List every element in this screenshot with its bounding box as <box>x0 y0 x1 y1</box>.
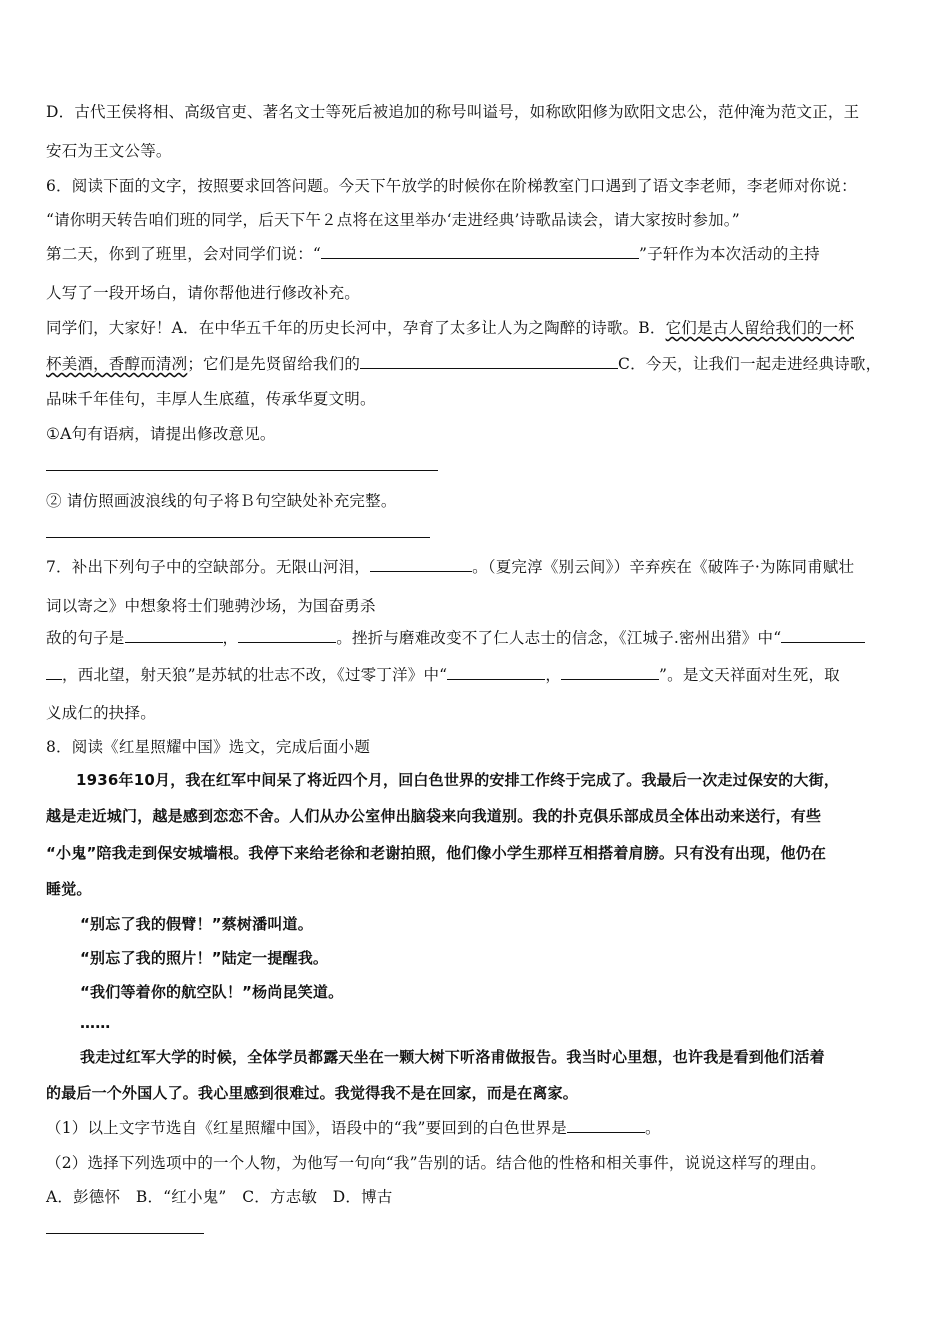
q8-passage-p2-line2: 的最后一个外国人了。我心里感到很难过。我觉得我不是在回家，而是在离家。 <box>46 1084 579 1102</box>
q6-line5-text: 同学们，大家好！A．在中华五千年的历史长河中，孕育了太多让人为之陶醉的诗歌。B． <box>46 319 666 337</box>
q7-line3-comma: ， <box>222 629 239 647</box>
q6-answer-blank-quote[interactable] <box>321 244 639 259</box>
q7-line4-text-a: ，西北望，射天狼”是苏轼的壮志不改，《过零丁洋》中“ <box>62 666 448 684</box>
q7-blank-5[interactable] <box>447 665 545 680</box>
q6-line1: 6．阅读下面的文字，按照要求回答问题。今天下午放学的时候你在阶梯教室门口遇到了语文李老师，李老师对你说： <box>46 177 857 195</box>
q7-blank-3[interactable] <box>238 628 336 643</box>
q7-line4-comma: ， <box>545 666 562 684</box>
q6-line6-text-c: C．今天，让我们一起走进经典诗歌， <box>618 355 882 373</box>
q6-sub1: ①A句有语病，请提出修改意见。 <box>46 425 276 443</box>
q8-passage-p1-line3: “小鬼”陪我走到保安城墙根。我停下来给老徐和老谢拍照，他们像小学生那样互相搭着肩膀。只有没有出现，他仍在 <box>46 844 827 862</box>
q6-sub1-answer-line[interactable] <box>46 470 438 471</box>
q5-option-d-text: D．古代王侯将相、高级官吏、著名文士等死后被追加的称号叫谥号，如称欧阳修为欧阳文忠公，范仲淹为范文正，王 <box>46 103 860 121</box>
q7-line4-text-c: ”。是文天祥面对生死，取 <box>659 666 840 684</box>
q7-line5: 义成仁的抉择。 <box>46 704 156 722</box>
q6-line7: 品味千年佳句，丰厚人生底蕴，传承华夏文明。 <box>46 390 376 408</box>
q7-line3 <box>46 628 865 648</box>
q8-passage-p1-line2: 越是走近城门，越是感到恋恋不舍。人们从办公室伸出脑袋来向我道别。我的扑克俱乐部成员全体出动来送行，有些 <box>46 807 822 825</box>
q8-sub2-answer-line[interactable] <box>46 1233 204 1234</box>
q8-dialogue-1: “别忘了我的假臂！”蔡树潘叫道。 <box>80 915 313 933</box>
q7-blank-2[interactable] <box>125 628 223 643</box>
q6-line3-text-b: ”子轩作为本次活动的主持 <box>639 245 820 263</box>
q7-line3-text-a: 敌的句子是 <box>46 629 125 647</box>
q7-blank-6[interactable] <box>561 665 659 680</box>
q8-sub1-period: 。 <box>644 1119 661 1137</box>
q8-options: A．彭德怀 B．“红小鬼” C．方志敏 D．博古 <box>46 1188 393 1206</box>
q7-blank-4a[interactable] <box>781 628 865 643</box>
q6-sub2: ② 请仿照画波浪线的句子将Ｂ句空缺处补充完整。 <box>46 492 397 510</box>
q6-sub2-answer-line[interactable] <box>46 537 430 538</box>
q6-line5 <box>46 318 854 338</box>
q6-line6 <box>46 354 881 374</box>
q7-line1-text-b: 。（夏完淳《别云间》）辛弃疾在《破阵子·为陈同甫赋壮 <box>472 558 855 576</box>
q6-line3-text-a: 第二天，你到了班里，会对同学们说：“ <box>46 245 322 263</box>
q8-ellipsis: …… <box>80 1014 111 1032</box>
q7-line4 <box>46 665 840 685</box>
q8-passage-p2-line1: 我走过红军大学的时候，全体学员都露天坐在一颗大树下听洛甫做报告。我当时心里想，也许我是看到他们活着 <box>80 1048 825 1066</box>
q8-dialogue-2: “别忘了我的照片！”陆定一提醒我。 <box>80 949 329 967</box>
q6-answer-blank-b[interactable] <box>360 354 618 369</box>
q8-sub1 <box>46 1118 661 1138</box>
q8-sub2: （2）选择下列选项中的一个人物，为他写一句向“我”告别的话。结合他的性格和相关事件，说说这样写的理由。 <box>46 1154 826 1172</box>
q8-sub1-text: （1）以上文字节选自《红星照耀中国》，语段中的“我”要回到的白色世界是 <box>46 1119 567 1137</box>
q7-line1-text-a: 7．补出下列句子中的空缺部分。无限山河泪， <box>46 558 371 576</box>
q8-passage-p1-line1: 1936年10月，我在红军中间呆了将近四个月，回白色世界的安排工作终于完成了。我最后一次走过保安的大街， <box>76 771 840 789</box>
q7-line2: 词以寄之》中想象将士们驰骋沙场，为国奋勇杀 <box>46 597 376 615</box>
q6-wavy-sentence-part1: 它们是古人留给我们的一杯 <box>665 319 854 337</box>
q7-blank-4b[interactable] <box>46 665 62 680</box>
q5-option-d-line1 <box>46 102 859 122</box>
q6-wavy-sentence-part2: 杯美酒，香醇而清冽 <box>46 355 188 373</box>
q8-dialogue-3: “我们等着你的航空队！”杨尚昆笑道。 <box>80 983 344 1001</box>
q8-sub1-blank[interactable] <box>567 1118 645 1133</box>
q6-line6-text-b: ；它们是先贤留给我们的 <box>187 355 361 373</box>
q7-line1 <box>46 557 854 577</box>
q7-line3-text-c: 。挫折与磨难改变不了仁人志士的信念，《江城子.密州出猎》中“ <box>336 629 782 647</box>
q8-title: 8．阅读《红星照耀中国》选文，完成后面小题 <box>46 738 371 756</box>
q8-passage-p1-line4: 睡觉。 <box>46 880 92 898</box>
q6-line3 <box>46 244 820 264</box>
q6-line4: 人写了一段开场白，请你帮他进行修改补充。 <box>46 284 361 302</box>
q7-blank-1[interactable] <box>370 557 472 572</box>
q5-option-d-line2: 安石为王文公等。 <box>46 142 172 160</box>
q6-line2: “请你明天转告咱们班的同学，后天下午２点将在这里举办‘走进经典’诗歌品读会，请大家按时参加。” <box>46 211 740 229</box>
